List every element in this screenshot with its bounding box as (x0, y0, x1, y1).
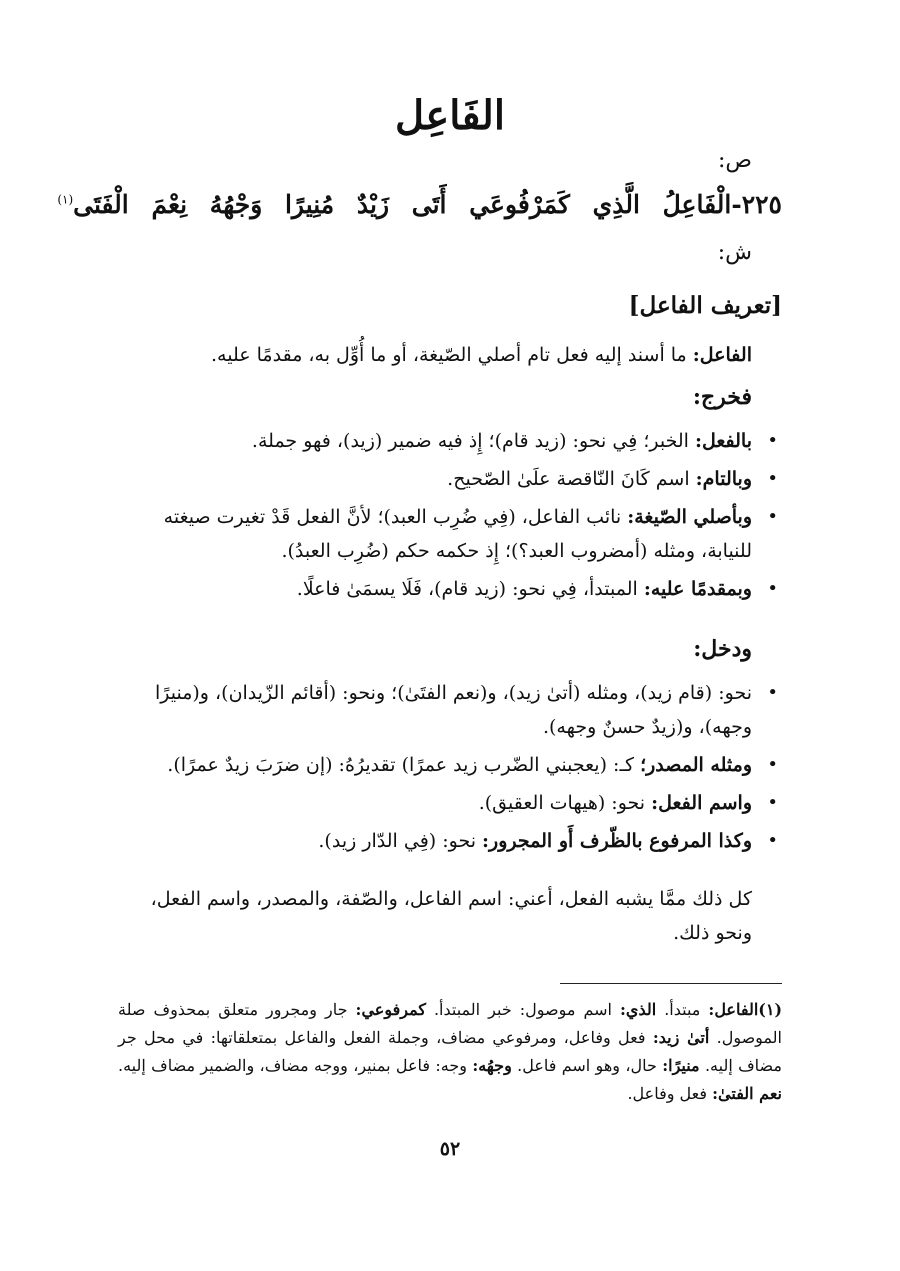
excluded-heading: فخرج: (692, 384, 752, 410)
footnote-divider (560, 983, 782, 984)
excluded-list (118, 424, 782, 610)
footnote-segment: الذي: (620, 1000, 657, 1019)
item-head: وبأصلي الصّيغة: (627, 506, 752, 528)
footnote-segment: مبتدأ. (656, 1000, 709, 1019)
item-text: اسم كَانَ النّاقصة علَىٰ الصّحيح. (447, 468, 696, 490)
item-head: وبالتام: (695, 468, 752, 490)
item-text: كـ: (يعجبني الضّرب زيد عمرًا) تقديرُهُ: (إن ضرَبَ زيدٌ عمرًا). (167, 754, 641, 776)
item-text: المبتدأ، فِي نحو: (زيد قام)، فَلَا يسمَىٰ فاعلًا. (296, 578, 644, 600)
list-item (118, 676, 752, 744)
page-number: ٥٢ (439, 1138, 461, 1160)
verse-number: ٢٢٥- (731, 190, 782, 219)
included-list (118, 676, 782, 862)
footnote-segment: حال، وهو اسم فاعل. (511, 1056, 663, 1075)
item-text: الخبر؛ فِي نحو: (زيد قام)؛ إِذ فيه ضمير (زيد)، فهو جملة. (251, 430, 695, 452)
footnote-segment: اسم موصول: خبر المبتدأ. (425, 1000, 621, 1019)
section-sad-label: ص: (717, 148, 752, 173)
item-head: وكذا المرفوع بالظّرف أَو المجرور: (482, 830, 752, 852)
list-item (118, 424, 752, 458)
list-item (118, 462, 752, 496)
footnote (118, 996, 782, 1108)
footnote-segment: جار ومجرور متعلق بمحذوف صلة الموصول. (118, 1000, 783, 1047)
footnote-segment: وجهُه: (472, 1056, 512, 1075)
item-text: نحو: (فِي الدّار زيد). (318, 830, 483, 852)
footnote-segment: نعم الفتىٰ: (712, 1084, 782, 1103)
list-item (118, 748, 752, 782)
page (57, 0, 783, 1271)
included-heading: ودخل: (693, 636, 752, 662)
item-head: واسم الفعل: (651, 792, 752, 814)
footnote-segment: فعل وفاعل. (627, 1084, 713, 1103)
footnote-segment: (١)الفاعل: (708, 1000, 783, 1019)
item-head: وبمقدمًا عليه: (643, 578, 752, 600)
definition-term: الفاعل: (692, 344, 752, 366)
chapter-title: الفَاعِل (395, 92, 505, 139)
footnote-segment: كمرفوعي: (355, 1000, 426, 1019)
item-text: نحو: (هيهات العقيق). (478, 792, 652, 814)
definition-paragraph (118, 338, 752, 372)
verse-line (57, 190, 782, 219)
definition-heading: [تعريف الفاعل] (628, 292, 782, 319)
footnote-marker[interactable]: (١) (57, 192, 74, 207)
item-text: نائب الفاعل، (فِي ضُرِب العبد)؛ لأنَّ الفعل قَدْ تغيرت صيغته للنيابة، ومثله (أمضروب العبد؟)؛ إِذ حكمه حكم (ضُرِب العبدُ). (163, 506, 752, 562)
item-head: ومثله المصدر؛ (640, 754, 752, 776)
footnote-segment: فعل وفاعل، ومرفوعي مضاف، وجملة الفعل والفاعل بمتعلقاتها: في محل جر مضاف إليه. (118, 1028, 783, 1075)
item-head: بالفعل: (694, 430, 752, 452)
list-item (118, 824, 752, 858)
list-item (118, 500, 752, 568)
item-text: نحو: (قام زيد)، ومثله (أتىٰ زيد)، و(نعم الفتَىٰ)؛ ونحو: (أقائم الزّيدان)، و(منيرًا وجهه)، و(زيدٌ حسنٌ وجهه). (154, 682, 752, 738)
section-shin-label: ش: (717, 240, 752, 265)
footnote-segment: وجه: فاعل بمنير، ووجه مضاف، والضمير مضاف إليه. (118, 1056, 473, 1075)
list-item (118, 572, 752, 606)
list-item (118, 786, 752, 820)
footnote-segment: أتىٰ زيد: (652, 1028, 710, 1047)
closing-paragraph: كل ذلك ممَّا يشبه الفعل، أعني: اسم الفاعل، والصّفة، والمصدر، واسم الفعل، ونحو ذلك. (150, 888, 752, 944)
verse-text: الْفَاعِلُ الَّذِي كَمَرْفُوعَي أَتَى زَيْدٌ مُنِيرًا وَجْهُهُ نِعْمَ الْفَتَى (73, 190, 732, 219)
footnote-segment: منيرًا: (662, 1056, 700, 1075)
definition-text: ما أسند إليه فعل تام أصلي الصّيغة، أو ما أُوِّل به، مقدمًا عليه. (211, 344, 693, 366)
